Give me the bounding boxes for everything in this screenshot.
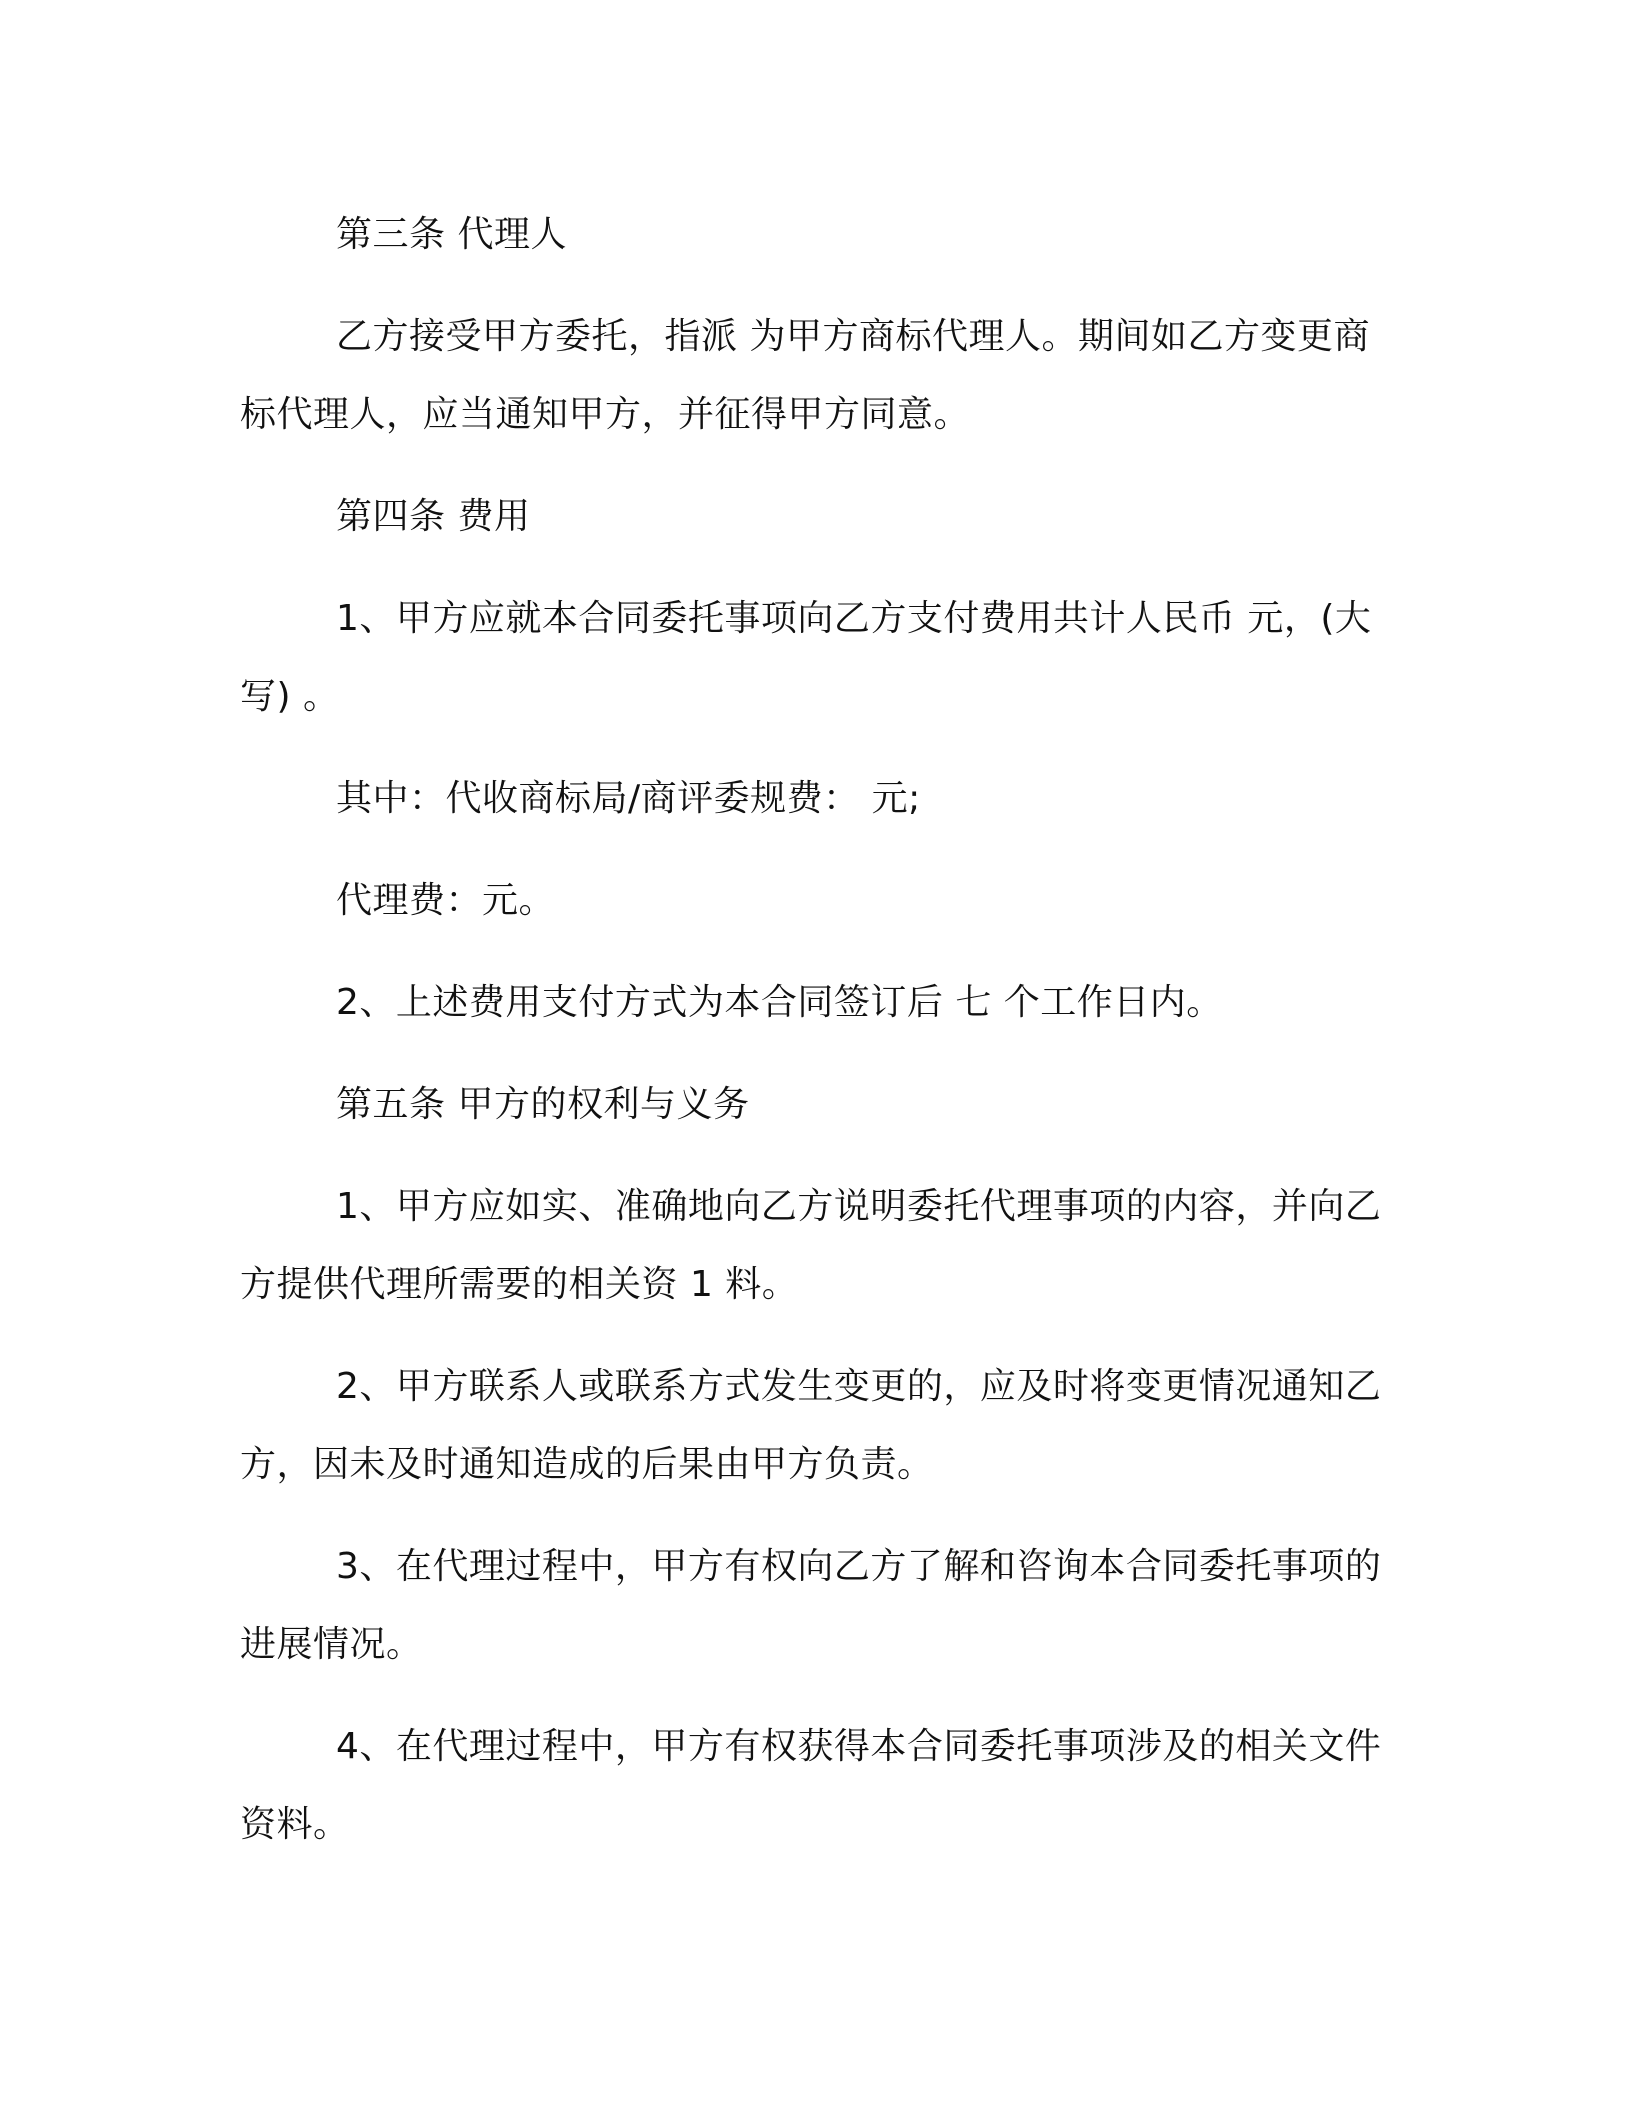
party-a-duty-2: 2、甲方联系人或联系方式发生变更的，应及时将变更情况通知乙方，因未及时通知造成的后果由甲方负责。 [240,1366,1382,1485]
article-4-heading: 第四条 费用 [336,496,531,537]
fee-total-paragraph: 1、甲方应就本合同委托事项向乙方支付费用共计人民币 元，(大写) 。 [240,598,1372,717]
article-5-heading: 第五条 甲方的权利与义务 [336,1084,750,1125]
party-a-duty-1: 1、甲方应如实、准确地向乙方说明委托代理事项的内容，并向乙方提供代理所需要的相关资 1 料。 [240,1186,1382,1305]
article-3-paragraph: 乙方接受甲方委托，指派 为甲方商标代理人。期间如乙方变更商标代理人，应当通知甲方，并征得甲方同意。 [240,316,1370,435]
document-body [240,196,1390,1888]
article-3-heading: 第三条 代理人 [336,214,567,255]
official-fee-paragraph: 其中：代收商标局/商评委规费： 元; [336,778,921,819]
party-a-right-3: 3、在代理过程中，甲方有权向乙方了解和咨询本合同委托事项的进展情况。 [240,1546,1382,1665]
agency-fee-paragraph: 代理费：元。 [336,880,556,921]
party-a-right-4: 4、在代理过程中，甲方有权获得本合同委托事项涉及的相关文件资料。 [240,1726,1382,1845]
payment-terms-paragraph: 2、上述费用支付方式为本合同签订后 七 个工作日内。 [336,982,1223,1023]
